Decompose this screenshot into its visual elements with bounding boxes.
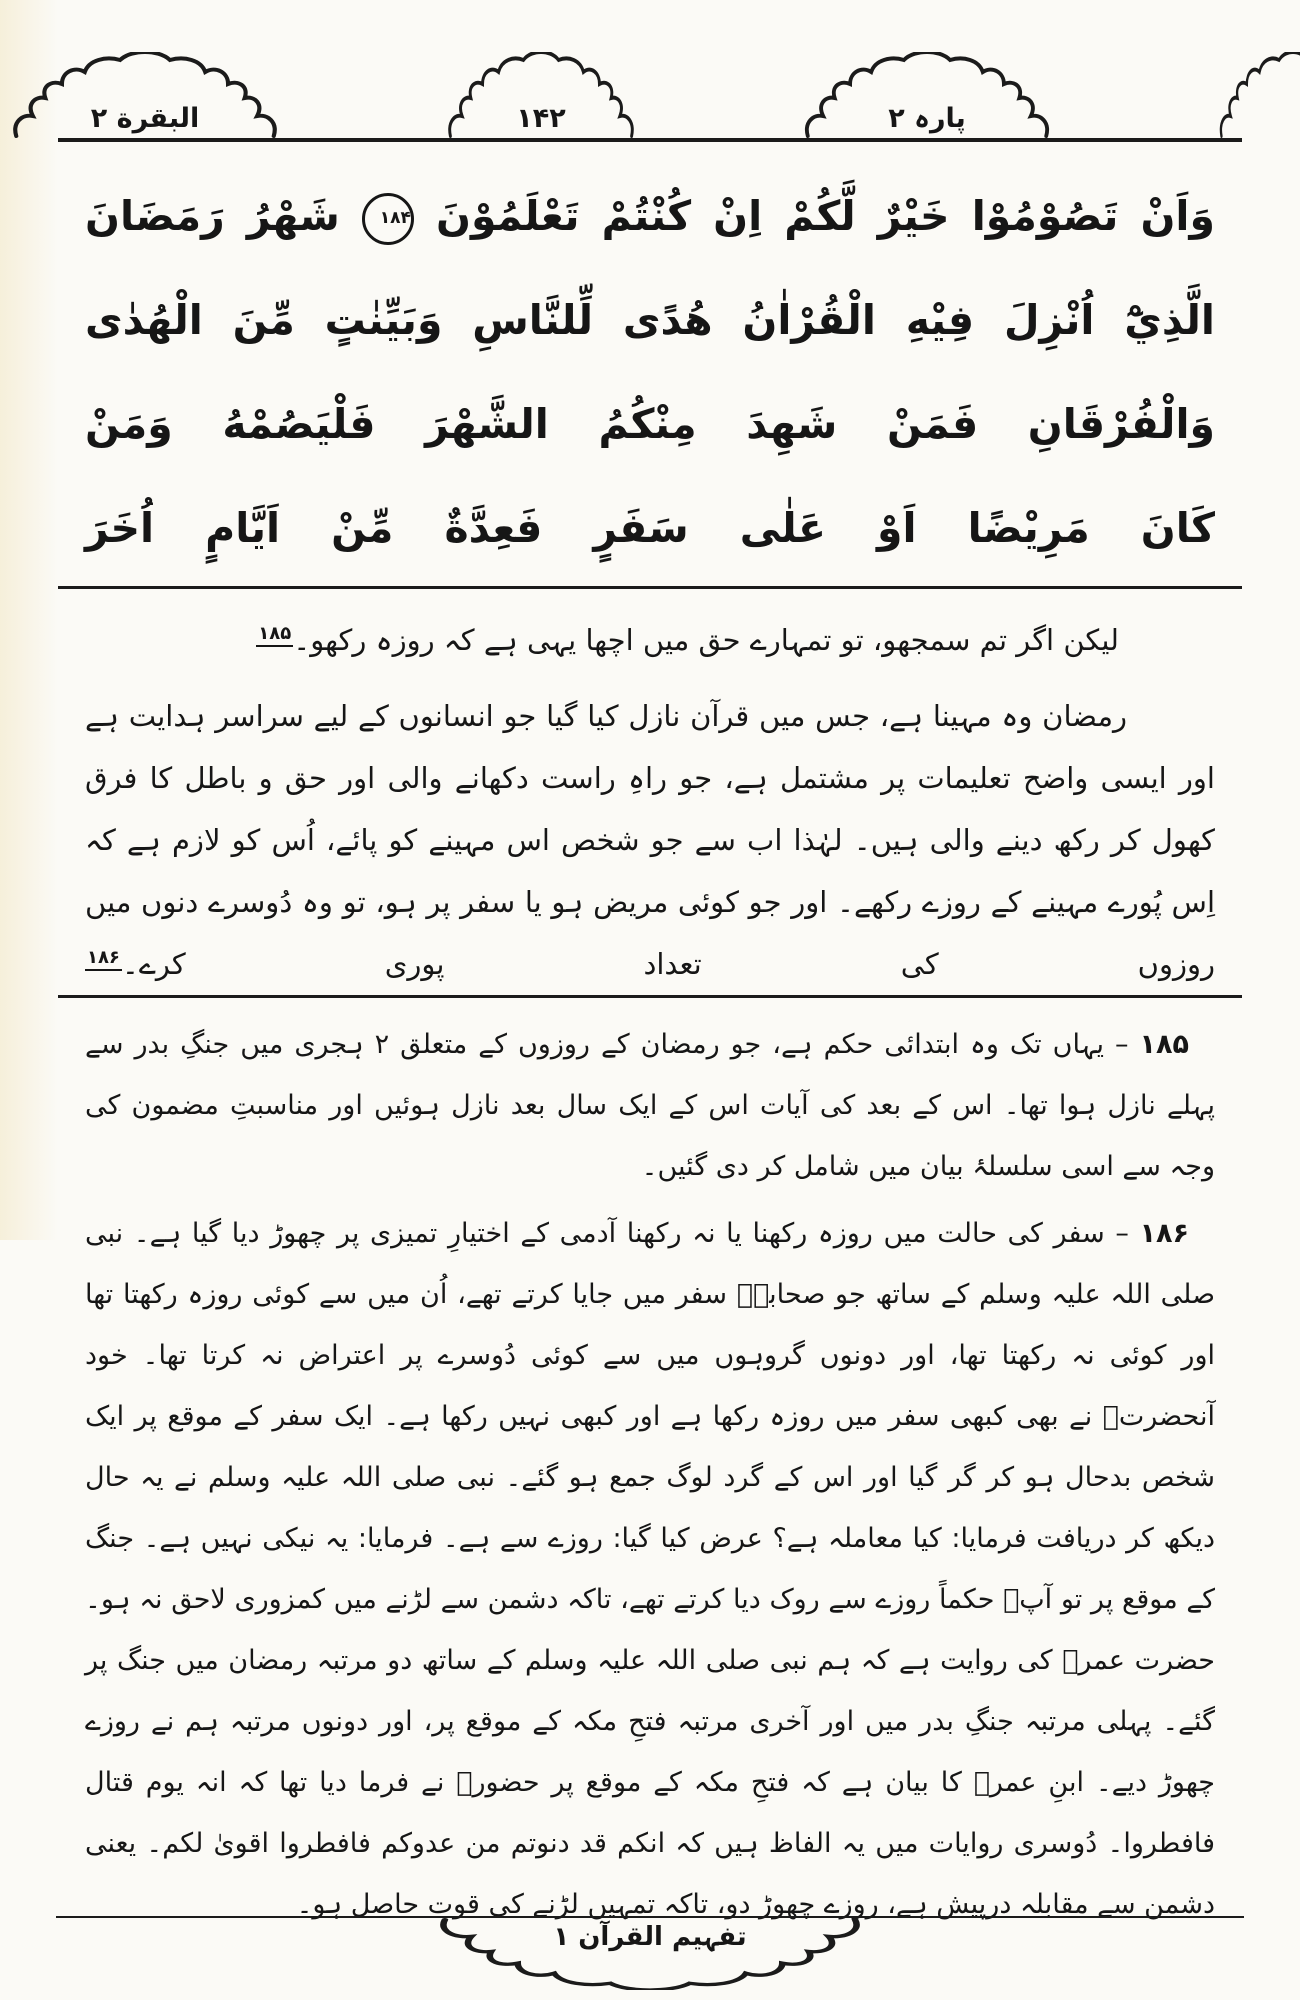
translation-paragraph — [85, 685, 1215, 995]
quran-line: وَالْفُرْقَانِ فَمَنْ شَهِدَ مِنْكُمُ الشَّهْرَ فَلْيَصُمْهُ وَمَنْ — [85, 400, 1215, 448]
header-cartouche-edge-fragment — [1218, 52, 1300, 138]
header-cartouche-page-number — [446, 52, 636, 138]
translation-block — [0, 589, 1300, 995]
quran-line: الَّذِيْٓ اُنْزِلَ فِيْهِ الْقُرْاٰنُ هُدًى لِّلنَّاسِ وَبَيِّنٰتٍ مِّنَ الْهُدٰى — [85, 296, 1215, 344]
footer-cartouche — [435, 1918, 865, 1990]
quran-line — [85, 164, 1215, 268]
para-label: پارہ ٢ — [888, 103, 966, 134]
footnote-186 — [85, 1203, 1215, 1935]
quran-text-block — [0, 142, 1300, 586]
quran-ayah-184-end: وَاَنْ تَصُوْمُوْا خَيْرٌ لَّكُمْ اِنْ كُنْتُمْ تَعْلَمُوْنَ — [436, 192, 1215, 240]
footnote-185 — [85, 1014, 1215, 1197]
cartouche-ornament-icon — [1218, 52, 1300, 138]
quran-line: كَانَ مَرِيْضًا اَوْ عَلٰى سَفَرٍ فَعِدَّةٌ مِّنْ اَيَّامٍ اُخَرَ — [85, 504, 1215, 552]
footnote-ref-185: ۱۸۵ — [256, 623, 293, 647]
book-title: تفہیم القرآن ١ — [553, 1922, 747, 1952]
page-footer — [0, 1916, 1300, 1990]
quran-ayah-185-start: شَهْرُ رَمَضَانَ — [85, 192, 340, 240]
header-cartouche-para — [802, 52, 1052, 138]
translation-partial-text: لیکن اگر تم سمجھو، تو تمہارے حق میں اچھا یہی ہے کہ روزہ رکھو۔ — [293, 623, 1119, 657]
footnote-text: یہاں تک وہ ابتدائی حکم ہے، جو رمضان کے روزوں کے متعلق ۲ ہجری میں جنگِ بدر سے پہلے نازل ہوا تھا۔ اس کے بعد کی آیات اس کے ایک سال بعد نازل ہوئیں اور مناسبتِ مضمون کی وجہ سے اسی سلسلۂ بیان میں شامل کر دی گئیں۔ — [85, 1029, 1215, 1182]
footnote-separator: – — [1115, 1218, 1129, 1249]
footnote-number: ۱۸۵ — [1139, 1029, 1189, 1060]
ayah-number-badge: ۱۸۴ — [362, 193, 414, 245]
footnote-separator: – — [1115, 1029, 1129, 1060]
footnotes-section — [0, 998, 1300, 1935]
footnote-number: ۱۸۶ — [1139, 1218, 1190, 1249]
footnote-ref-186: ۱۸۶ — [85, 947, 122, 971]
translation-partial-line — [85, 609, 1119, 671]
header-cartouche-surah — [10, 52, 280, 138]
surah-label: البقرة ٢ — [90, 103, 200, 134]
translation-paragraph-text: رمضان وہ مہینا ہے، جس میں قرآن نازل کیا گیا جو انسانوں کے لیے سراسر ہدایت ہے اور ایسی واضح تعلیمات پر مشتمل ہے، جو راہِ راست دکھانے والی اور حق و باطل کا فرق کھول کر رکھ دینے والی ہیں۔ لہٰذا اب سے جو شخص اس مہینے کو پائے، اُس کو لازم ہے کہ اِس پُورے مہینے کے روزے رکھے۔ اور جو کوئی مریض ہو یا سفر پر ہو، تو وہ دُوسرے دنوں میں روزوں کی تعداد پوری کرے۔ — [85, 699, 1215, 981]
footnote-text: سفر کی حالت میں روزہ رکھنا یا نہ رکھنا آدمی کے اختیارِ تمیزی پر چھوڑ دیا گیا ہے۔ نبی صلی اللہ علیہ وسلم کے ساتھ جو صحابہؓ سفر میں جایا کرتے تھے، اُن میں سے کوئی روزہ رکھتا تھا اور کوئی نہ رکھتا تھا، اور دونوں گروہوں میں سے کوئی دُوسرے پر اعتراض نہ کرتا تھا۔ خود آنحضرتؐ نے بھی کبھی سفر میں روزہ رکھا ہے اور کبھی نہیں رکھا ہے۔ ایک سفر کے موقع پر ایک شخص بدحال ہو کر گر گیا اور اس کے گرد لوگ جمع ہو گئے۔ نبی صلی اللہ علیہ وسلم نے یہ حال دیکھ کر دریافت فرمایا: کیا معاملہ ہے؟ عرض کیا گیا: روزے سے ہے۔ فرمایا: یہ نیکی نہیں ہے۔ جنگ کے موقع پر تو آپؐ حکماً روزے سے روک دیا کرتے تھے، تاکہ دشمن سے لڑنے میں کمزوری لاحق نہ ہو۔ حضرت عمرؓ کی روایت ہے کہ ہم نبی صلی اللہ علیہ وسلم کے ساتھ دو مرتبہ رمضان میں جنگ پر گئے۔ پہلی مرتبہ جنگِ بدر میں اور آخری مرتبہ فتحِ مکہ کے موقع پر، اور دونوں مرتبہ ہم نے روزے چھوڑ دیے۔ ابنِ عمرؓ کا بیان ہے کہ فتحِ مکہ کے موقع پر حضورؐ نے فرما دیا تھا کہ انہ یوم قتال فافطروا۔ دُوسری روایات میں یہ الفاظ ہیں کہ انکم قد دنوتم من عدوکم فافطروا اقویٰ لکم۔ یعنی دشمن سے مقابلہ درپیش ہے، روزے چھوڑ دو، تاکہ تمہیں لڑنے کی قوت حاصل ہو۔ — [85, 1218, 1215, 1920]
page-header — [10, 52, 1290, 138]
page-number: ۱۴۲ — [516, 103, 566, 134]
